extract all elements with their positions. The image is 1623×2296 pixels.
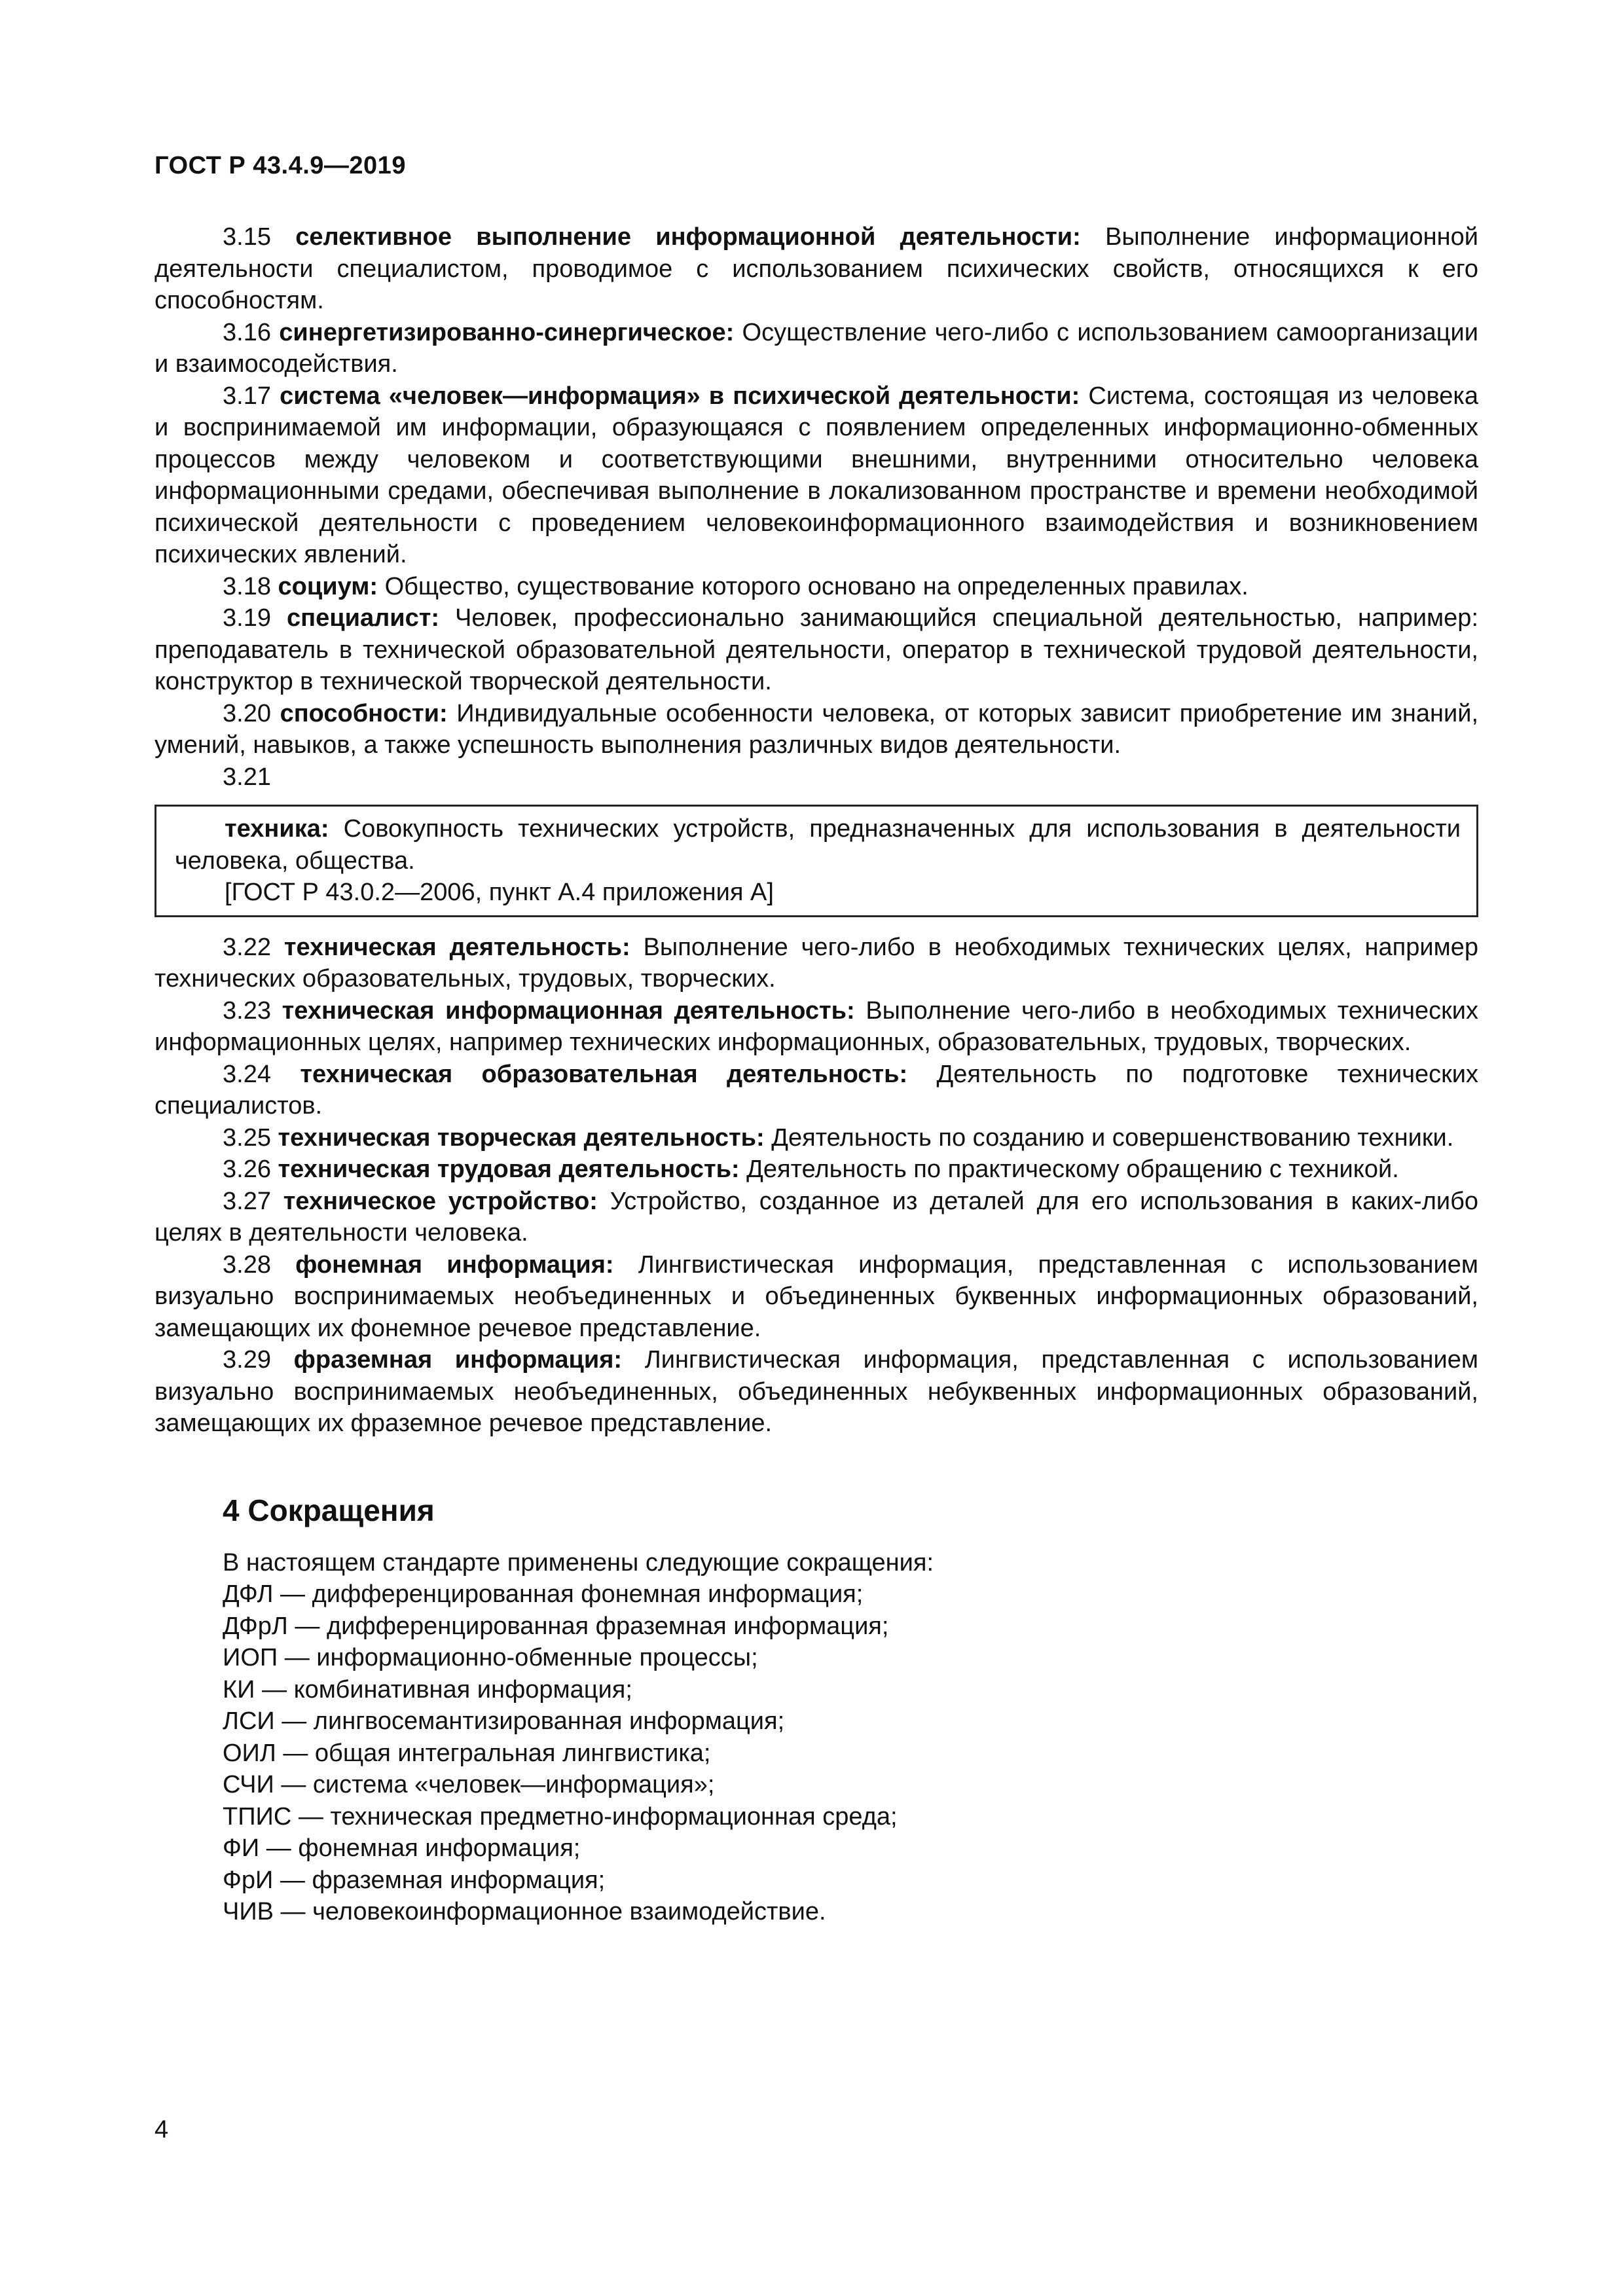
definition-number: 3.23	[223, 996, 271, 1025]
abbreviation-item: ФИ — фонемная информация;	[223, 1834, 581, 1862]
definition-item	[155, 932, 1478, 995]
definition-term: фраземная информация:	[293, 1346, 623, 1374]
document-code-header: ГОСТ Р 43.4.9—2019	[155, 152, 406, 179]
definition-item	[155, 1249, 1478, 1345]
definition-text: Деятельность по практическому обращению с техникой.	[746, 1156, 1399, 1183]
definition-item	[155, 995, 1478, 1059]
definition-number: 3.15	[223, 223, 271, 251]
definition-term: техническая деятельность:	[283, 933, 630, 961]
definition-term: селективное выполнение информационной деятельности:	[295, 223, 1081, 251]
definition-text: Человек, профессионально занимающийся специальной деятельностью, например: преподаватель в технической образовательной деятельности, оператор в технической трудовой деятельности, конструктор в технической творческой деятельности.	[155, 604, 1479, 695]
definition-text: Общество, существование которого основано на определенных правилах.	[384, 572, 1249, 600]
definition-term: техническое устройство:	[283, 1187, 598, 1215]
abbreviation-item: СЧИ — система «человек—информация»;	[223, 1771, 715, 1798]
definition-number: 3.27	[223, 1187, 271, 1215]
definition-item	[155, 602, 1478, 698]
page-number: 4	[155, 2116, 169, 2143]
definition-text: Деятельность по созданию и совершенствованию техники.	[771, 1123, 1454, 1152]
page-content	[155, 221, 1478, 1928]
definition-number: 3.18	[223, 572, 271, 600]
definition-item	[155, 1122, 1478, 1154]
definition-number: 3.29	[223, 1346, 271, 1374]
section-intro: В настоящем стандарте применены следующие сокращения:	[223, 1548, 934, 1576]
definition-text: Индивидуальные особенности человека, от которых зависит приобретение им знаний, умений, навыков, а также успешность выполнения различных видов деятельности.	[155, 699, 1479, 759]
definition-number: 3.28	[223, 1250, 271, 1279]
definition-term: техника:	[225, 815, 329, 843]
definition-item	[155, 1344, 1478, 1440]
definition-item	[155, 698, 1478, 761]
definition-number: 3.16	[223, 318, 271, 346]
definition-item	[155, 380, 1478, 571]
definition-text: Лингвистическая информация, представленная с использованием визуально воспринимаемых необъединенных, объединенных небуквенных информационных образований, замещающих их фраземное речевое представление.	[155, 1346, 1479, 1437]
abbreviation-item: КИ — комбинативная информация;	[223, 1675, 632, 1704]
definition-item	[155, 571, 1478, 603]
definition-term: техническая образовательная деятельность:	[300, 1060, 908, 1088]
abbreviations-list	[223, 1578, 1478, 1928]
abbreviation-item: ЛСИ — лингвосемантизированная информация;	[223, 1707, 785, 1735]
definition-number: 3.19	[223, 604, 271, 632]
definition-text: Выполнение информационной деятельности специалистом, проводимое с использованием психических свойств, относящихся к его способностям.	[155, 223, 1478, 314]
definition-term: фонемная информация:	[295, 1250, 614, 1279]
definition-text: Деятельность по подготовке технических специалистов.	[155, 1060, 1478, 1120]
boxed-definition-reference: [ГОСТ Р 43.0.2—2006, пункт А.4 приложения А]	[225, 879, 774, 906]
definition-term: социум:	[278, 572, 378, 600]
definition-text: Устройство, созданное из деталей для его использования в каких-либо целях в деятельности человека.	[155, 1187, 1479, 1247]
definition-term: техническая трудовая деятельность:	[278, 1156, 740, 1183]
definitions-list-part-2	[155, 932, 1478, 1440]
definition-item	[155, 1059, 1478, 1122]
abbreviation-item: ФрИ — фраземная информация;	[223, 1866, 606, 1894]
definition-number: 3.26	[223, 1156, 271, 1183]
abbreviation-item: ЧИВ — человекоинформационное взаимодействие.	[223, 1898, 826, 1925]
definition-text: Осуществление чего-либо с использованием самоорганизации и взаимосодействия.	[155, 318, 1479, 378]
definition-term: техническая информационная деятельность:	[282, 996, 855, 1025]
section-heading: 4 Сокращения	[223, 1493, 435, 1527]
boxed-definition-body	[175, 813, 1461, 877]
definition-number: 3.20	[223, 699, 271, 727]
definition-term: способности:	[280, 699, 448, 727]
abbreviation-item: ТПИС — техническая предметно-информационная среда;	[223, 1802, 898, 1831]
definition-text: Лингвистическая информация, представленная с использованием визуально воспринимаемых необъединенных и объединенных буквенных информационных образований, замещающих их фонемное речевое представление.	[155, 1250, 1479, 1342]
abbreviation-item: ИОП — информационно-обменные процессы;	[223, 1644, 758, 1671]
definition-number: 3.25	[223, 1123, 271, 1152]
definition-term: техническая творческая деятельность:	[278, 1123, 765, 1152]
definition-text: Система, состоящая из человека и воспринимаемой им информации, образующаяся с появлением определенных информационно-обменных процессов между человеком и соответствующими внешними, внутренними относительно человека информационными средами, обеспечивая выполнение в локализованном пространстве и времени необходимой психической деятельности с проведением человекоинформационного взаимодействия и возникновением психических явлений.	[155, 382, 1478, 568]
boxed-definition-number: 3.21	[223, 763, 271, 791]
abbreviation-item: ДФрЛ — дифференцированная фраземная информация;	[223, 1612, 889, 1640]
definition-item	[155, 317, 1478, 380]
definition-text: Выполнение чего-либо в необходимых технических информационных целях, например технических информационных, образовательных, трудовых, творческих.	[155, 996, 1478, 1056]
definition-item	[155, 1154, 1478, 1186]
definition-number: 3.17	[223, 382, 271, 410]
definitions-list-part-1	[155, 221, 1478, 793]
definition-item	[155, 1186, 1478, 1249]
definition-item	[155, 221, 1478, 317]
definition-text: Выполнение чего-либо в необходимых технических целях, например технических образовательных, трудовых, творческих.	[155, 933, 1478, 993]
definition-term: специалист:	[287, 604, 439, 632]
definition-number: 3.24	[223, 1060, 271, 1088]
definition-number: 3.22	[223, 933, 271, 961]
definition-text: Совокупность технических устройств, предназначенных для использования в деятельности человека, общества.	[175, 815, 1461, 875]
abbreviation-item: ДФЛ — дифференцированная фонемная информация;	[223, 1580, 864, 1608]
definition-term: система «человек—информация» в психической деятельности:	[280, 382, 1080, 410]
abbreviation-item: ОИЛ — общая интегральная лингвистика;	[223, 1739, 711, 1767]
definition-term: синергетизированно-синергическое:	[279, 318, 735, 346]
boxed-definition	[155, 805, 1478, 917]
